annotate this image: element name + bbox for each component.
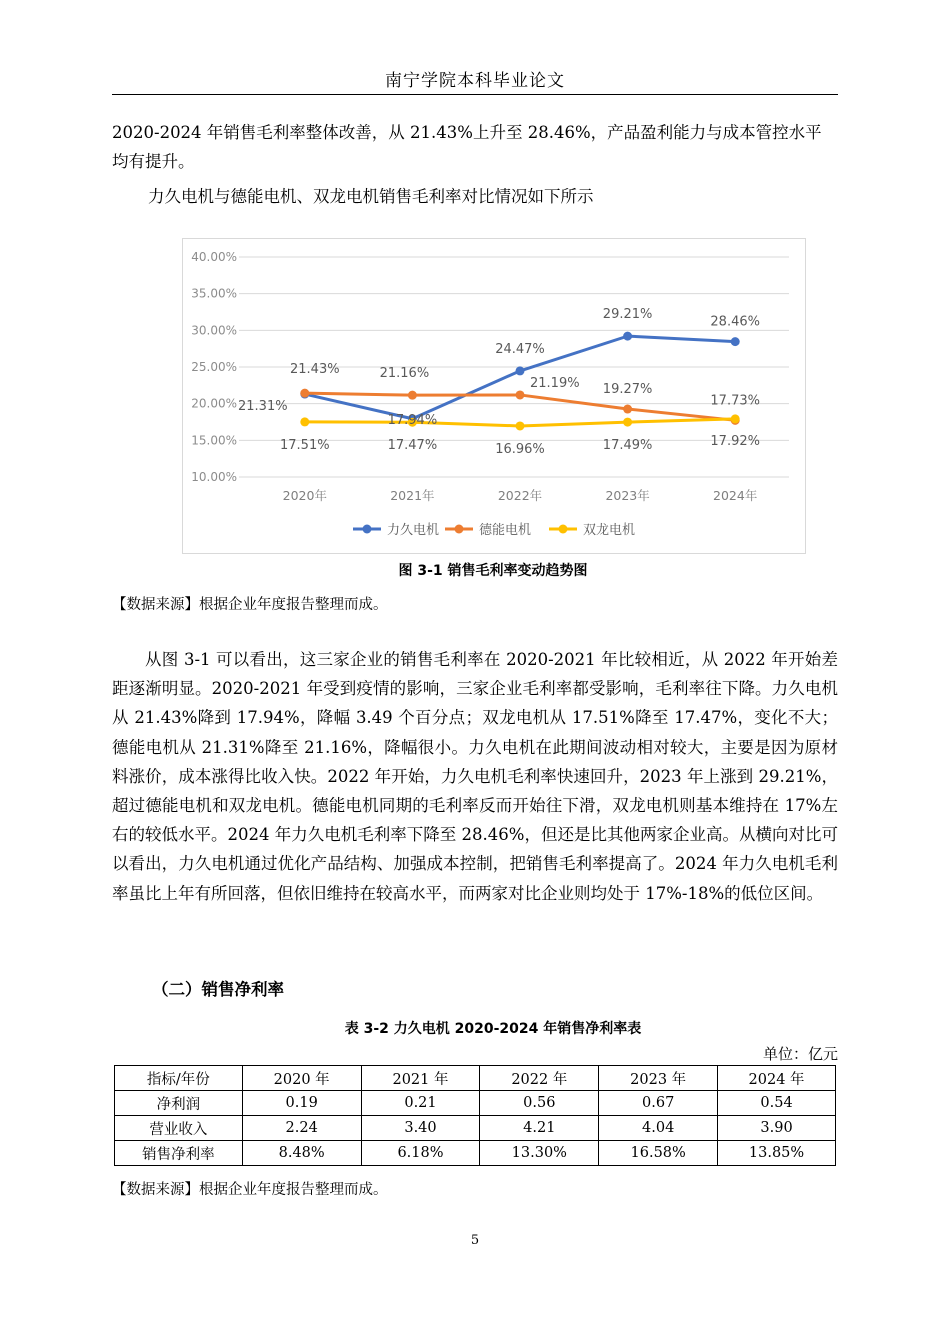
- table-row: [115, 1141, 836, 1166]
- data-label: 21.43%: [290, 362, 340, 378]
- table-header-cell: 2021 年: [361, 1066, 480, 1091]
- table-cell: 营业收入: [115, 1116, 243, 1141]
- data-point: [408, 391, 417, 400]
- y-tick-label: 35.00%: [191, 286, 237, 301]
- x-tick-label: 2023年: [605, 488, 650, 503]
- chart-svg: [183, 239, 805, 553]
- table-unit: 单位：亿元: [762, 1045, 838, 1063]
- y-tick-label: 25.00%: [191, 360, 237, 374]
- data-label: 24.47%: [495, 341, 545, 357]
- table-header-cell: 2020 年: [242, 1066, 361, 1091]
- data-label: 17.92%: [710, 433, 760, 449]
- table-cell: 2.24: [242, 1116, 361, 1141]
- data-point: [300, 389, 309, 398]
- x-tick-label: 2021年: [390, 488, 435, 503]
- data-label: 21.31%: [238, 399, 288, 415]
- data-point: [731, 337, 740, 346]
- table-caption: 表 3-2 力久电机 2020-2024 年销售净利率表: [344, 1021, 642, 1037]
- table-row: [115, 1116, 836, 1141]
- page-number: 5: [470, 1233, 480, 1248]
- data-label: 16.96%: [495, 441, 545, 457]
- data-point: [623, 418, 632, 427]
- data-point: [300, 417, 309, 426]
- figure-source-note: 【数据来源】根据企业年度报告整理而成。: [112, 597, 388, 613]
- gross-margin-chart: [182, 238, 806, 554]
- data-label: 29.21%: [602, 307, 653, 323]
- y-tick-label: 20.00%: [191, 396, 237, 411]
- table-cell: 3.90: [718, 1116, 836, 1141]
- data-label: 28.46%: [710, 314, 760, 330]
- data-label: 19.27%: [602, 382, 653, 398]
- header-rule: [112, 94, 838, 95]
- table-source-note: 【数据来源】根据企业年度报告整理而成。: [112, 1182, 388, 1198]
- legend-label: 德能电机: [479, 523, 532, 538]
- table-cell: 0.19: [242, 1091, 361, 1116]
- table-cell: 4.04: [599, 1116, 718, 1141]
- table-header-cell: 2023 年: [599, 1066, 718, 1091]
- data-point: [516, 366, 525, 375]
- data-label: 17.73%: [710, 393, 760, 409]
- legend-swatch-marker: [455, 525, 464, 534]
- table-cell: 0.54: [718, 1091, 836, 1116]
- table-cell: 0.67: [599, 1091, 718, 1116]
- legend-label: 双龙电机: [583, 523, 636, 538]
- table-cell: 0.21: [361, 1091, 480, 1116]
- data-label: 17.47%: [387, 438, 438, 454]
- data-label: 17.49%: [602, 438, 653, 454]
- x-tick-label: 2020年: [282, 488, 327, 503]
- table-row: [115, 1091, 836, 1116]
- legend-label: 力久电机: [387, 523, 440, 538]
- table-cell: 3.40: [361, 1116, 480, 1141]
- y-tick-label: 10.00%: [191, 470, 237, 484]
- y-tick-label: 30.00%: [191, 323, 237, 338]
- net-margin-table: [114, 1065, 836, 1166]
- data-point: [623, 332, 632, 341]
- data-label: 21.19%: [530, 375, 580, 391]
- page-header-title: 南宁学院本科毕业论文: [385, 71, 565, 91]
- y-tick-label: 40.00%: [191, 250, 237, 264]
- data-label: 21.16%: [379, 366, 430, 382]
- paragraph-3: 从图 3-1 可以看出，这三家企业的销售毛利率在 2020-2021 年比较相近，从 2022 年开始差距逐渐明显。2020-2021 年受到疫情的影响，三家企业毛利率都受影响，毛利率往下降。力久电机从 21.43%降到 17.94%，降幅 3.49 个百分点；双龙电机从 17.51%降至 17.47%，变化不大；德能电机从 21.31%降至 21.16%，降幅很小。力久电机在此期间波动相对较大，主要是因为原材料涨价，成本涨得比收入快。2022 年开始，力久电机毛利率快速回升，2023 年上涨到 29.21%，超过德能电机和双龙电机。德能电机同期的毛利率反而开始往下滑，双龙电机则基本维持在 17%左右的较低水平。2024 年力久电机毛利率下降至 28.46%，但还是比其他两家企业高。从横向对比可以看出，力久电机通过优化产品结构、加强成本控制，把销售毛利率提高了。2024 年力久电机毛利率虽比上年有所回落，但依旧维持在较高水平，而两家对比企业则均处于 17%-18%的低位区间。: [112, 650, 838, 903]
- table-cell: 13.30%: [480, 1141, 599, 1166]
- data-label: 17.94%: [387, 412, 438, 428]
- x-tick-label: 2022年: [497, 488, 543, 503]
- table-cell: 4.21: [480, 1116, 599, 1141]
- data-point: [731, 414, 740, 423]
- x-tick-label: 2024年: [713, 488, 758, 503]
- y-tick-label: 15.00%: [191, 433, 237, 448]
- table-header-cell: 2022 年: [480, 1066, 599, 1091]
- table-header-row: [115, 1066, 836, 1091]
- table-cell: 13.85%: [718, 1141, 836, 1166]
- legend-swatch-marker: [363, 525, 372, 534]
- data-point: [516, 390, 525, 399]
- table-cell: 6.18%: [361, 1141, 480, 1166]
- section-title: （二）销售净利率: [152, 980, 284, 999]
- table-header-cell: 2024 年: [718, 1066, 836, 1091]
- table-cell: 8.48%: [242, 1141, 361, 1166]
- legend-swatch-marker: [559, 525, 568, 534]
- data-point: [516, 421, 525, 430]
- table-cell: 16.58%: [599, 1141, 718, 1166]
- paragraph-2: 力久电机与德能电机、双龙电机销售毛利率对比情况如下所示: [148, 187, 594, 206]
- table-cell: 销售净利率: [115, 1141, 243, 1166]
- table-cell: 净利润: [115, 1091, 243, 1116]
- table-cell: 0.56: [480, 1091, 599, 1116]
- table-header-cell: 指标/年份: [115, 1066, 243, 1091]
- figure-caption: 图 3-1 销售毛利率变动趋势图: [398, 563, 588, 579]
- data-label: 17.51%: [280, 437, 330, 453]
- data-point: [623, 405, 632, 414]
- paragraph-1: 2020-2024 年销售毛利率整体改善，从 21.43%上升至 28.46%，产品盈利能力与成本管控水平均有提升。: [112, 123, 822, 171]
